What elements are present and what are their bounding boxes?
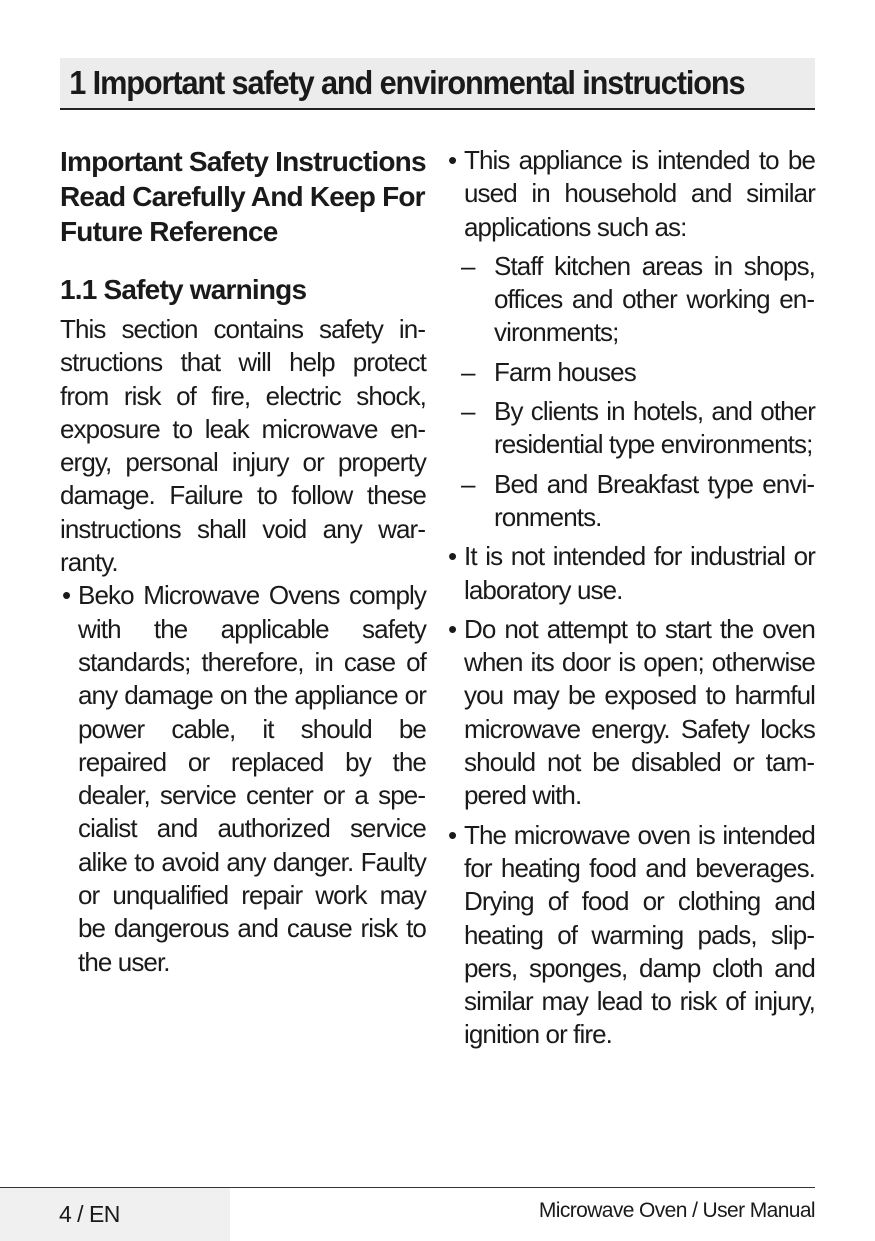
- dash-marker: –: [461, 396, 476, 427]
- bullet-text: This appliance is intended to be used in household and similar applications such as:: [464, 145, 815, 242]
- bullet-item: [446, 144, 815, 244]
- page-footer: [0, 1187, 875, 1241]
- bullet-text: Do not attempt to start the oven when its door is open; otherwise you may be exposed to harmful microwave energy. Safety locks should not be disabled or tampered with.: [464, 613, 815, 811]
- bullet-item: [446, 819, 815, 1052]
- chapter-header: [60, 58, 815, 110]
- bullet-item: [60, 579, 426, 979]
- section-heading: 1.1 Safety warnings: [60, 274, 307, 305]
- bullet-marker: •: [448, 145, 458, 175]
- bullet-text: It is not intended for industrial or laboratory use.: [464, 541, 815, 605]
- sub-item-text: Staff kitchen areas in shops, offices and other working environments;: [494, 250, 815, 348]
- page-number: 4 / EN: [59, 1201, 120, 1227]
- sub-list-item: [446, 395, 815, 462]
- page-number-box: [0, 1188, 230, 1241]
- left-column: [60, 144, 426, 985]
- sub-item-text: By clients in hotels, and other residential type environments;: [494, 396, 815, 460]
- sub-item-text: Bed and Breakfast type environments.: [494, 468, 815, 532]
- bullet-marker: •: [448, 613, 458, 644]
- bullet-marker: •: [448, 819, 458, 850]
- sub-list-item: [446, 250, 815, 350]
- sub-item-text: Farm houses: [494, 356, 636, 387]
- right-column: [446, 144, 815, 1058]
- bullet-text: Beko Microwave Ovens comply with the applicable safety standards; therefore, in case of any damage on the appliance or power cable, it should be repaired or replaced by the dealer, service center or a specialist and authorized service alike to avoid any danger. Faulty or unqualified repair work may be dangerous and cause risk to the user.: [78, 580, 426, 977]
- document-title: Microwave Oven / User Manual: [538, 1199, 815, 1222]
- dash-marker: –: [461, 356, 476, 387]
- usage-sub-list: [446, 250, 815, 534]
- dash-marker: –: [461, 468, 476, 499]
- bullet-marker: •: [62, 580, 72, 611]
- bullet-text: The microwave oven is intended for heating food and beverages. Drying of food or clothing and heating of warming pads, slippers, sponges, damp cloth and similar may lead to risk of injury, ignition or fire.: [464, 819, 815, 1050]
- chapter-title: 1 Important safety and environmental instructions: [69, 64, 745, 101]
- bullet-item: [446, 613, 815, 813]
- sub-list-item: [446, 356, 815, 389]
- dash-marker: –: [461, 250, 476, 281]
- bullet-marker: •: [448, 541, 458, 572]
- bullet-item: [446, 540, 815, 607]
- sub-list-item: [446, 468, 815, 535]
- main-heading: Important Safety Instructions Read Carefully And Keep For Future Reference: [60, 146, 426, 247]
- intro-paragraph: This section contains safety instructions that will help protect from risk of fire, electric shock, exposure to leak microwave energy, personal injury or property damage. Failure to follow these instructions shall void any warranty.: [60, 314, 426, 578]
